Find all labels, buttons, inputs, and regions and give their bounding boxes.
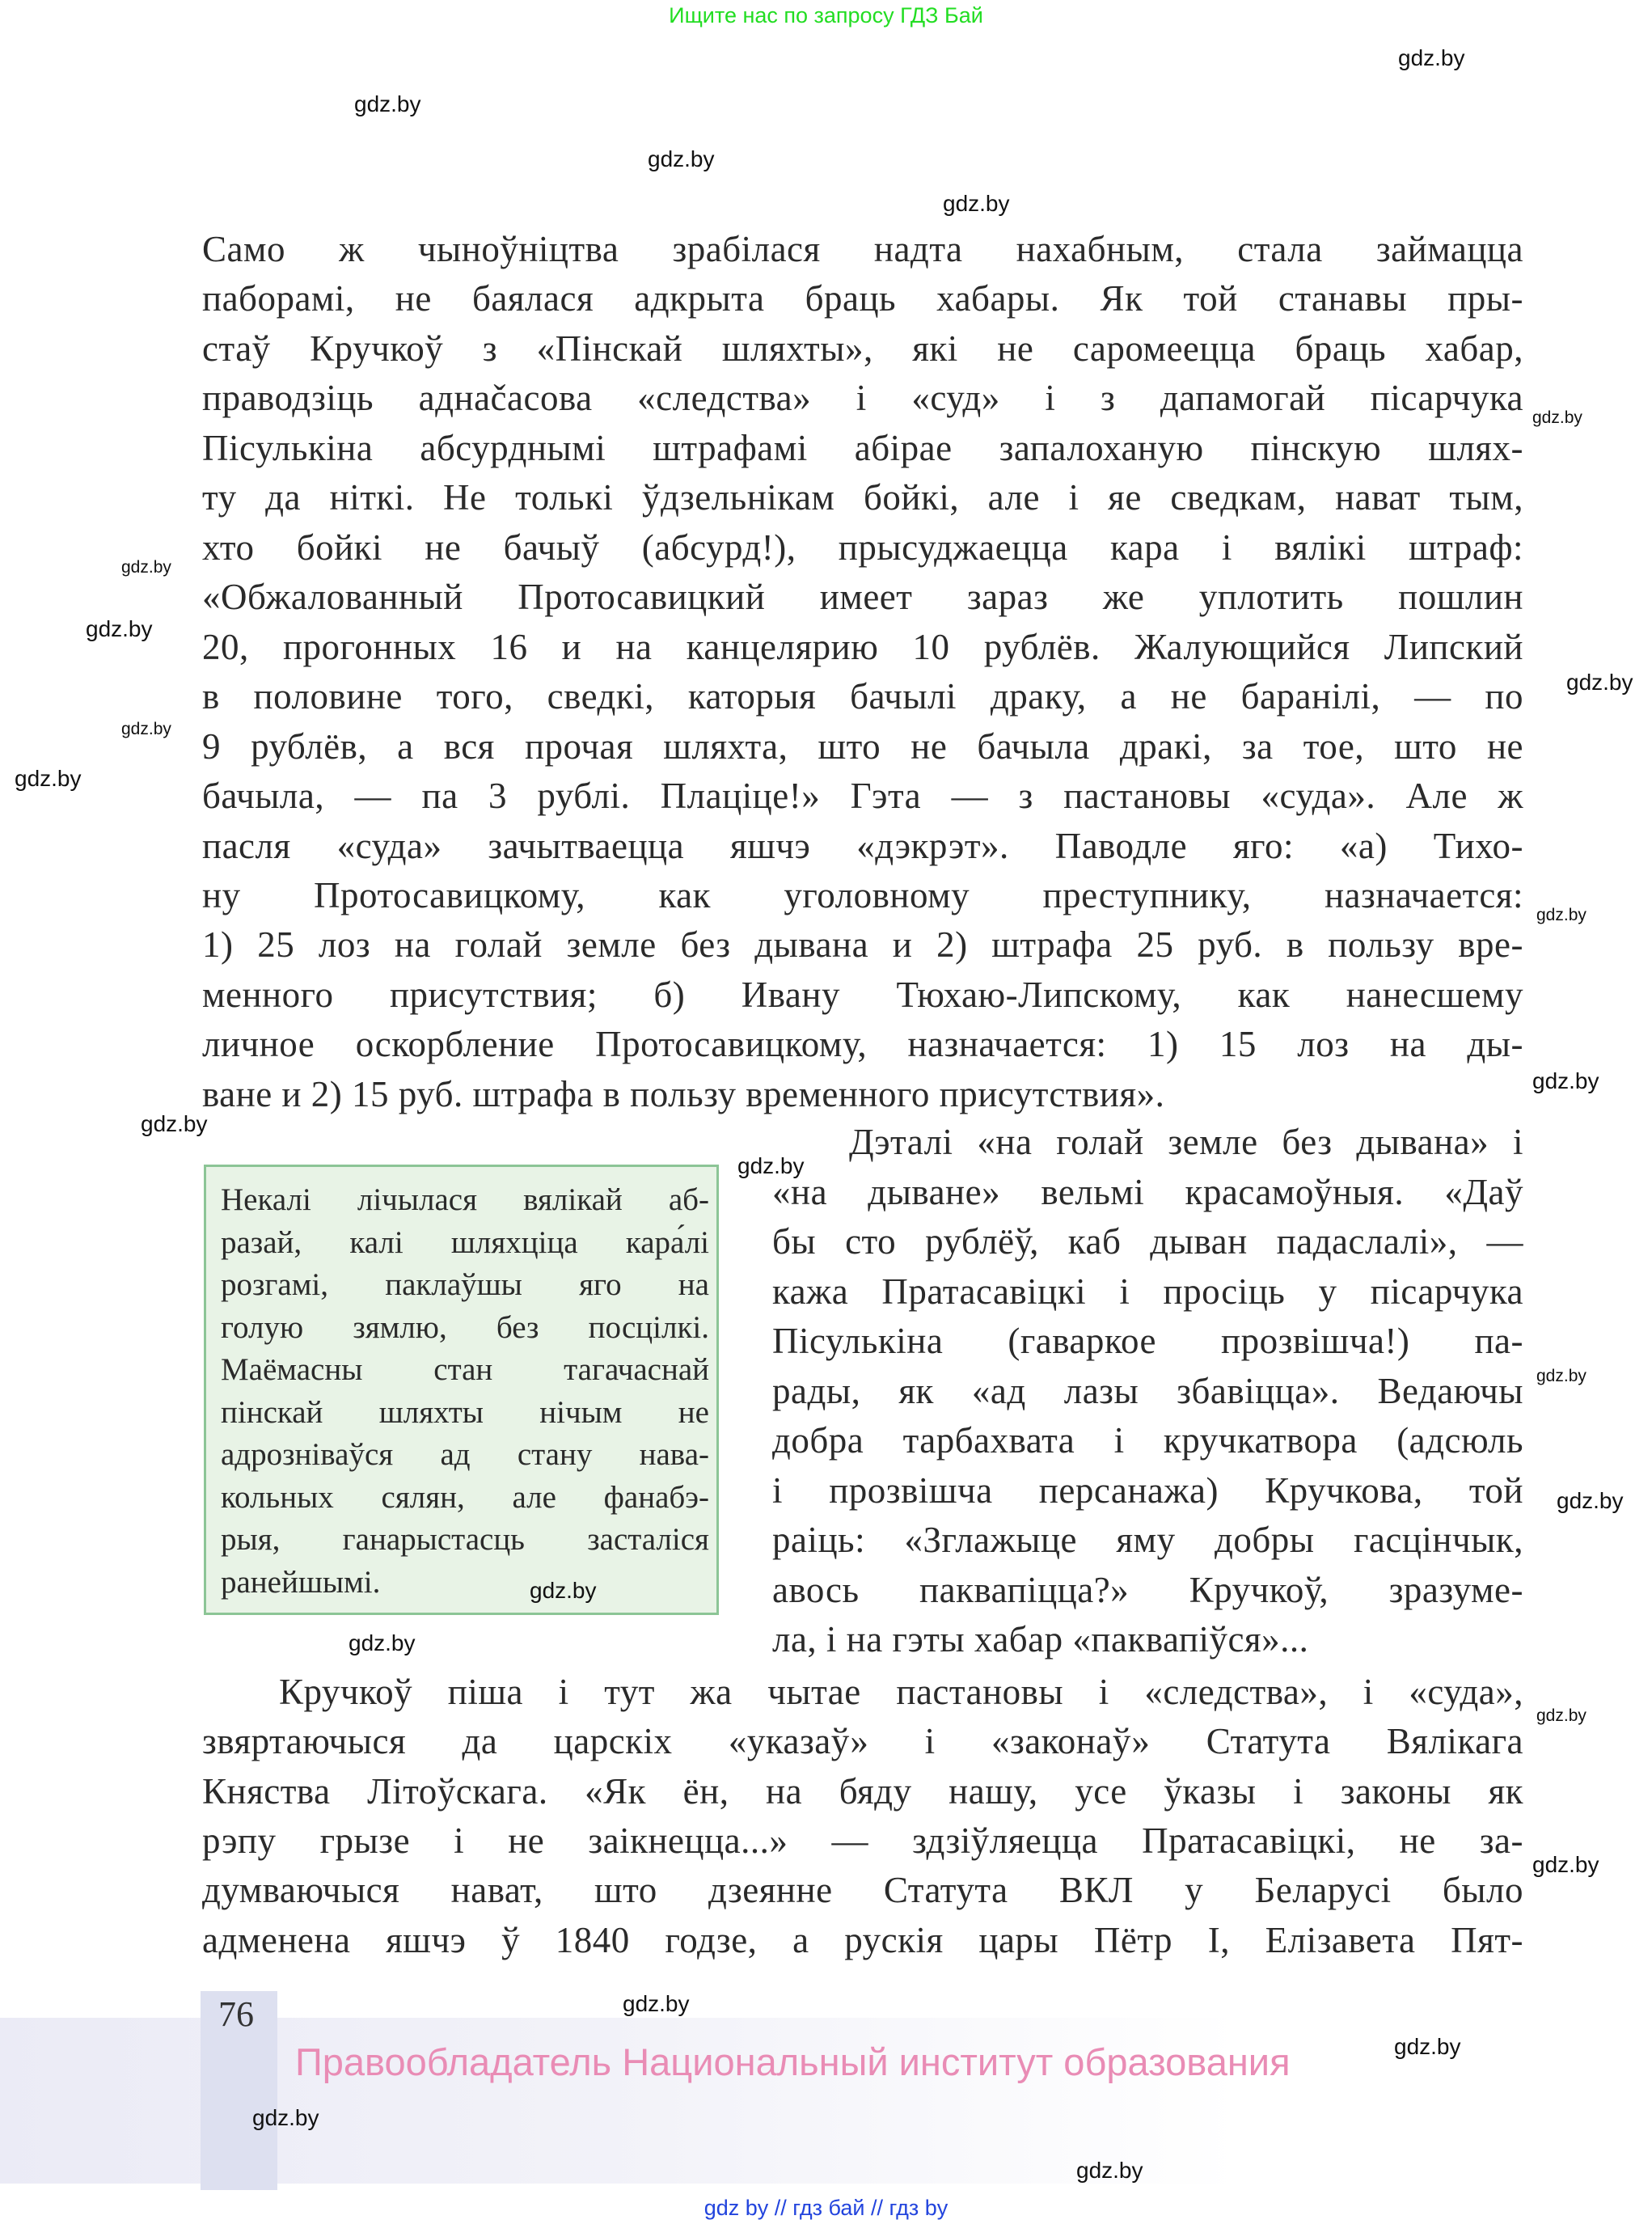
text-line: паборамі, не баялася адкрыта браць хабары. Як той станавы пры- — [202, 278, 1523, 319]
text-line: ранейшымі. — [221, 1565, 381, 1600]
text-line: бы сто рублёў, каб дыван падаслалі», — — [772, 1221, 1523, 1262]
text-line: кажа Пратасавіцкі і просіць у пісарчука — [772, 1271, 1523, 1312]
watermark-text: gdz.by — [1557, 1488, 1624, 1513]
text-line: рады, як «ад лазы збавіцца». Ведаючы — [772, 1371, 1523, 1411]
text-line: менного присутствия; б) Ивану Тюхаю-Липскому, как нанесшему — [202, 975, 1523, 1015]
page-number: 76 — [218, 1994, 254, 2034]
watermark-text: gdz.by — [737, 1153, 805, 1178]
text-line: личное оскорбление Протосавицкому, назначается: 1) 15 лоз на ды- — [202, 1024, 1523, 1064]
text-line: розгамі, паклаўшы яго на — [221, 1267, 709, 1302]
text-line: рыя, ганарыстасць засталіся — [221, 1522, 709, 1557]
watermark-text: gdz.by — [1076, 2158, 1143, 2183]
text-line: 1) 25 лоз на голай земле без дывана и 2) штрафа 25 руб. в пользу вре- — [202, 924, 1523, 965]
text-line: «Обжалованный Протосавицкий имеет зараз же уплотить пошлин — [202, 577, 1523, 617]
watermark-text: gdz.by — [15, 766, 82, 791]
text-line: адрозніваўся ад стану нава- — [221, 1437, 709, 1472]
rights-holder-note: Правообладатель Национальный институт образования — [295, 2040, 1291, 2083]
text-line: звяртаючыся да царскіх «указаў» і «законаў» Статута Вялікага — [202, 1721, 1523, 1761]
text-line: ну Протосавицкому, как уголовному преступнику, назначается: — [202, 875, 1523, 915]
bottom-links[interactable]: gdz by // гдз бай // гдз by — [703, 2196, 949, 2220]
text-line: голую зямлю, без посцілкі. — [221, 1310, 709, 1345]
text-line: Само ж чыноўніцтва зрабілася надта нахабным, стала займацца — [202, 229, 1523, 269]
text-line: ване и 2) 15 руб. штрафа в пользу временного присутствия». — [202, 1074, 1165, 1114]
text-line: Княства Літоўскага. «Як ён, на бяду нашу, усе ўказы і законы як — [202, 1771, 1523, 1812]
text-line: раіць: «Зглажыце яму добры гасцінчык, — [772, 1520, 1523, 1560]
watermark-text: gdz.by — [1532, 1852, 1599, 1877]
text-line: пасля «суда» зачытваецца яшчэ «дэкрэт». Паводле яго: «а) Тихо- — [202, 826, 1523, 866]
watermark-text: gdz.by — [943, 191, 1010, 216]
watermark-text: gdz.by — [1536, 1367, 1587, 1385]
watermark-text: gdz.by — [1536, 906, 1587, 924]
search-hint-banner: Ищите нас по запросу ГДЗ Бай — [669, 3, 983, 27]
text-line: 20, прогонных 16 и на канцелярию 10 рублёв. Жалующийся Липский — [202, 627, 1523, 667]
text-line: Дэталі «на голай земле без дывана» і — [849, 1122, 1523, 1162]
text-line: разай, калі шляхціца кара́лі — [221, 1225, 709, 1260]
text-line: добра тарбахвата і кручкатвора (адсюль — [772, 1420, 1523, 1461]
watermark-text: gdz.by — [1536, 1706, 1587, 1725]
watermark-text: gdz.by — [349, 1630, 416, 1655]
text-line: Некалі лічылася вялікай аб- — [221, 1182, 709, 1217]
watermark-text: gdz.by — [1394, 2034, 1461, 2059]
text-line: і прозвішча персанажа) Кручкова, той — [772, 1470, 1523, 1511]
text-line: ла, і на гэты хабар «паквапіўся»... — [772, 1619, 1309, 1660]
text-line: хто бойкі не бачыў (абсурд!), прысуджаецца кара і вялікі штраф: — [202, 527, 1523, 568]
sidebar-note-box — [204, 1165, 719, 1615]
text-line: «на дыване» вельмі красамоўныя. «Даў — [772, 1172, 1523, 1212]
text-line: стаў Кручкоў з «Пінскай шляхты», які не саромеецца браць хабар, — [202, 328, 1523, 369]
watermark-text: gdz.by — [1398, 45, 1465, 70]
watermark-text: gdz.by — [86, 616, 153, 641]
text-line: авось паквапіцца?» Кручкоў, зразуме- — [772, 1570, 1523, 1610]
text-line: Маёмасны стан тагачаснай — [221, 1352, 709, 1387]
text-line: 9 рублёв, а вся прочая шляхта, што не бачыла дракі, за тое, што не — [202, 726, 1523, 767]
text-line: праводзіць аднačасова «следства» і «суд» і з дапамогай пісарчука — [202, 378, 1523, 418]
text-line: Пісулькіна (гаваркое прозвішча!) па- — [772, 1321, 1523, 1361]
text-line: кольных сялян, але фанабэ- — [221, 1480, 709, 1515]
text-line: бачыла, — па 3 рублі. Плаціце!» Гэта — з пастановы «суда». Але ж — [202, 776, 1523, 816]
text-line: пінскай шляхты нічым не — [221, 1395, 709, 1430]
watermark-text: gdz.by — [121, 720, 171, 738]
watermark-text: gdz.by — [1532, 408, 1582, 427]
text-line: Кручкоў піша і тут жа чытае пастановы і «следства», і «суда», — [279, 1672, 1523, 1712]
text-line: ту да ніткі. Не толькі ўдзельнікам бойкі, але і яе сведкам, нават тым, — [202, 477, 1523, 518]
watermark-text: gdz.by — [623, 1991, 690, 2016]
watermark-text: gdz.by — [121, 558, 171, 577]
watermark-text: gdz.by — [252, 2105, 319, 2130]
text-line: думваючыся нават, што дзеянне Статута ВКЛ у Беларусі было — [202, 1870, 1523, 1910]
watermark-text: gdz.by — [1532, 1068, 1599, 1093]
watermark-text: gdz.by — [141, 1111, 208, 1136]
text-line: в половине того, сведкі, каторыя бачылі драку, а не баранілі, — по — [202, 676, 1523, 717]
text-line: Пісулькіна абсурднымі штрафамі абірае запалоханую пінскую шлях- — [202, 428, 1523, 468]
watermark-text: gdz.by — [648, 146, 715, 171]
text-line: адменена яшчэ ў 1840 годзе, а рускія цары Пётр I, Елізавета Пят- — [202, 1920, 1523, 1960]
watermark-text: gdz.by — [1566, 670, 1633, 695]
text-line: рэпу грызе і не заікнецца...» — здзіўляецца Пратасавіцкі, не за- — [202, 1820, 1523, 1861]
watermark-text: gdz.by — [354, 91, 421, 116]
watermark-text: gdz.by — [530, 1578, 597, 1603]
